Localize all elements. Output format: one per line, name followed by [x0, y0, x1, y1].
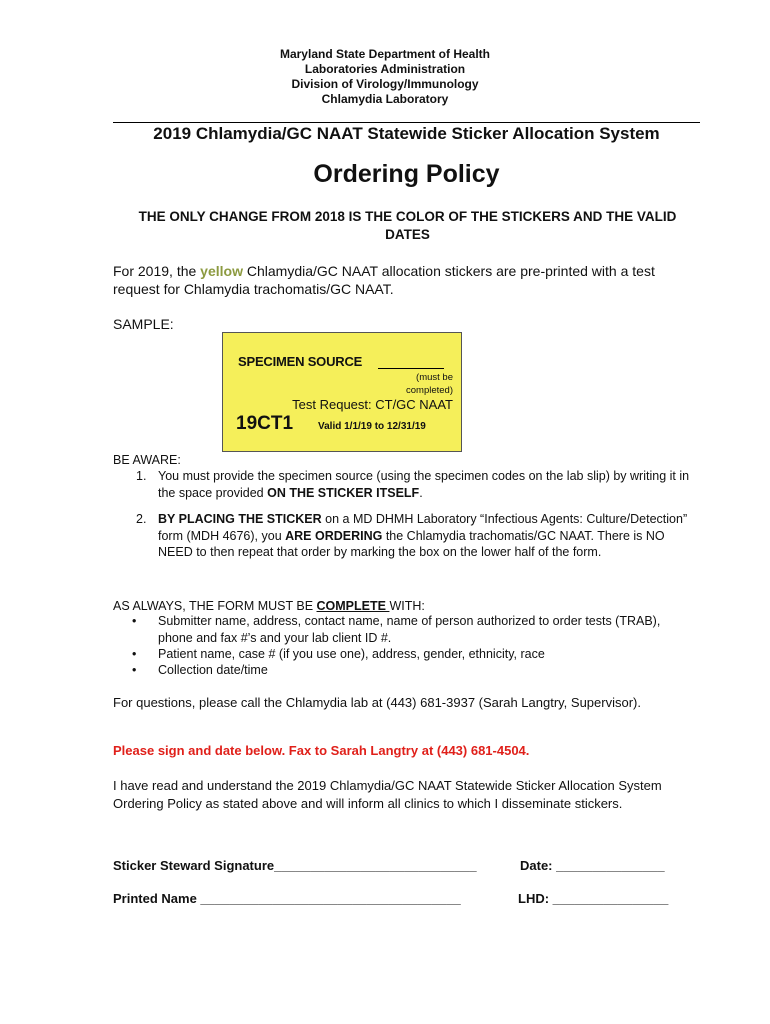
acknowledgement-text: I have read and understand the 2019 Chlamydia/GC NAAT Statewide Sticker Allocation System Ordering Policy as stated above and will inform all clinics to which I disseminate stickers. — [113, 778, 662, 811]
list-item — [136, 511, 701, 561]
item2-text-1: on a MD DHMH Laboratory “Infectious Agents: Culture/Detection” form (MDH 4676), you — [158, 512, 688, 543]
bullet-text: Collection date/time — [158, 663, 268, 677]
be-aware-heading: BE AWARE: — [113, 453, 181, 467]
item1-bold: ON THE STICKER ITSELF — [267, 485, 420, 500]
list-item-text — [158, 511, 701, 561]
sticker-must-be-completed: (must be completed) — [406, 372, 453, 396]
sticker-blank-line — [378, 368, 444, 369]
item2-bold-1: BY PLACING THE STICKER — [158, 512, 322, 526]
date-field[interactable]: Date: _______________ — [520, 858, 665, 873]
bullet-text: Submitter name, address, contact name, name of person authorized to order tests (TRAB), phone and fax #’s and your lab client ID #. — [158, 614, 661, 645]
list-item — [132, 613, 692, 646]
sticker-valid-dates: Valid 1/1/19 to 12/31/19 — [318, 421, 426, 432]
intro-text-after: Chlamydia/GC NAAT allocation stickers are pre-printed with a test request for Chlamydia trachomatis/GC NAAT. — [113, 263, 655, 297]
bullet-icon: • — [132, 663, 137, 677]
sample-label: SAMPLE: — [113, 316, 174, 332]
intro-color-word: yellow — [200, 263, 243, 279]
header-line-2: Laboratories Administration — [304, 62, 466, 76]
bullet-icon: • — [132, 647, 137, 661]
list-number: 1. — [136, 469, 147, 483]
item2-bold-2: ARE ORDERING — [285, 528, 383, 543]
change-notice: THE ONLY CHANGE FROM 2018 IS THE COLOR OF THE STICKERS AND THE VALID DATES — [138, 209, 677, 242]
header-line-3: Division of Virology/Immunology — [291, 77, 479, 91]
document-title: 2019 Chlamydia/GC NAAT Statewide Sticker Allocation System — [153, 124, 660, 143]
steward-signature-field[interactable]: Sticker Steward Signature____________________________ — [113, 858, 477, 873]
item1-text: You must provide the specimen source (using the specimen codes on the lab slip) by writing it in the space provided — [158, 469, 690, 500]
always-after: WITH: — [389, 599, 425, 613]
bullet-text: Patient name, case # (if you use one), address, gender, ethnicity, race — [158, 647, 545, 661]
list-item-text — [158, 468, 701, 501]
intro-text-before: For 2019, the — [113, 263, 201, 279]
list-item — [132, 662, 692, 679]
sample-sticker — [222, 332, 462, 452]
sticker-specimen-source: SPECIMEN SOURCE — [238, 354, 363, 369]
sticker-test-request: Test Request: CT/GC NAAT — [292, 397, 453, 412]
sticker-code: 19CT1 — [236, 413, 294, 434]
intro-paragraph — [113, 262, 703, 298]
printed-name-field[interactable]: Printed Name ____________________________________ — [113, 891, 461, 906]
list-item — [136, 468, 701, 501]
always-before: AS ALWAYS, THE FORM MUST BE — [113, 599, 317, 613]
list-item — [132, 646, 692, 663]
lhd-field[interactable]: LHD: ________________ — [518, 891, 669, 906]
list-number: 2. — [136, 512, 147, 526]
page-title: Ordering Policy — [313, 160, 500, 188]
bullet-icon: • — [132, 614, 137, 628]
item2-text-2: the Chlamydia trachomatis/GC NAAT. There is NO NEED to then repeat that order by marking the box on the lower half of the form. — [158, 528, 665, 559]
always-complete: COMPLETE — [316, 599, 390, 613]
header-line-4: Chlamydia Laboratory — [321, 92, 449, 106]
sign-instruction: Please sign and date below. Fax to Sarah Langtry at (443) 681-4504. — [113, 743, 530, 758]
item1-end: . — [419, 485, 423, 500]
header-line-1: Maryland State Department of Health — [279, 47, 491, 61]
questions-text: For questions, please call the Chlamydia lab at (443) 681-3937 (Sarah Langtry, Supervisor). — [113, 695, 641, 710]
header-divider — [113, 122, 700, 123]
